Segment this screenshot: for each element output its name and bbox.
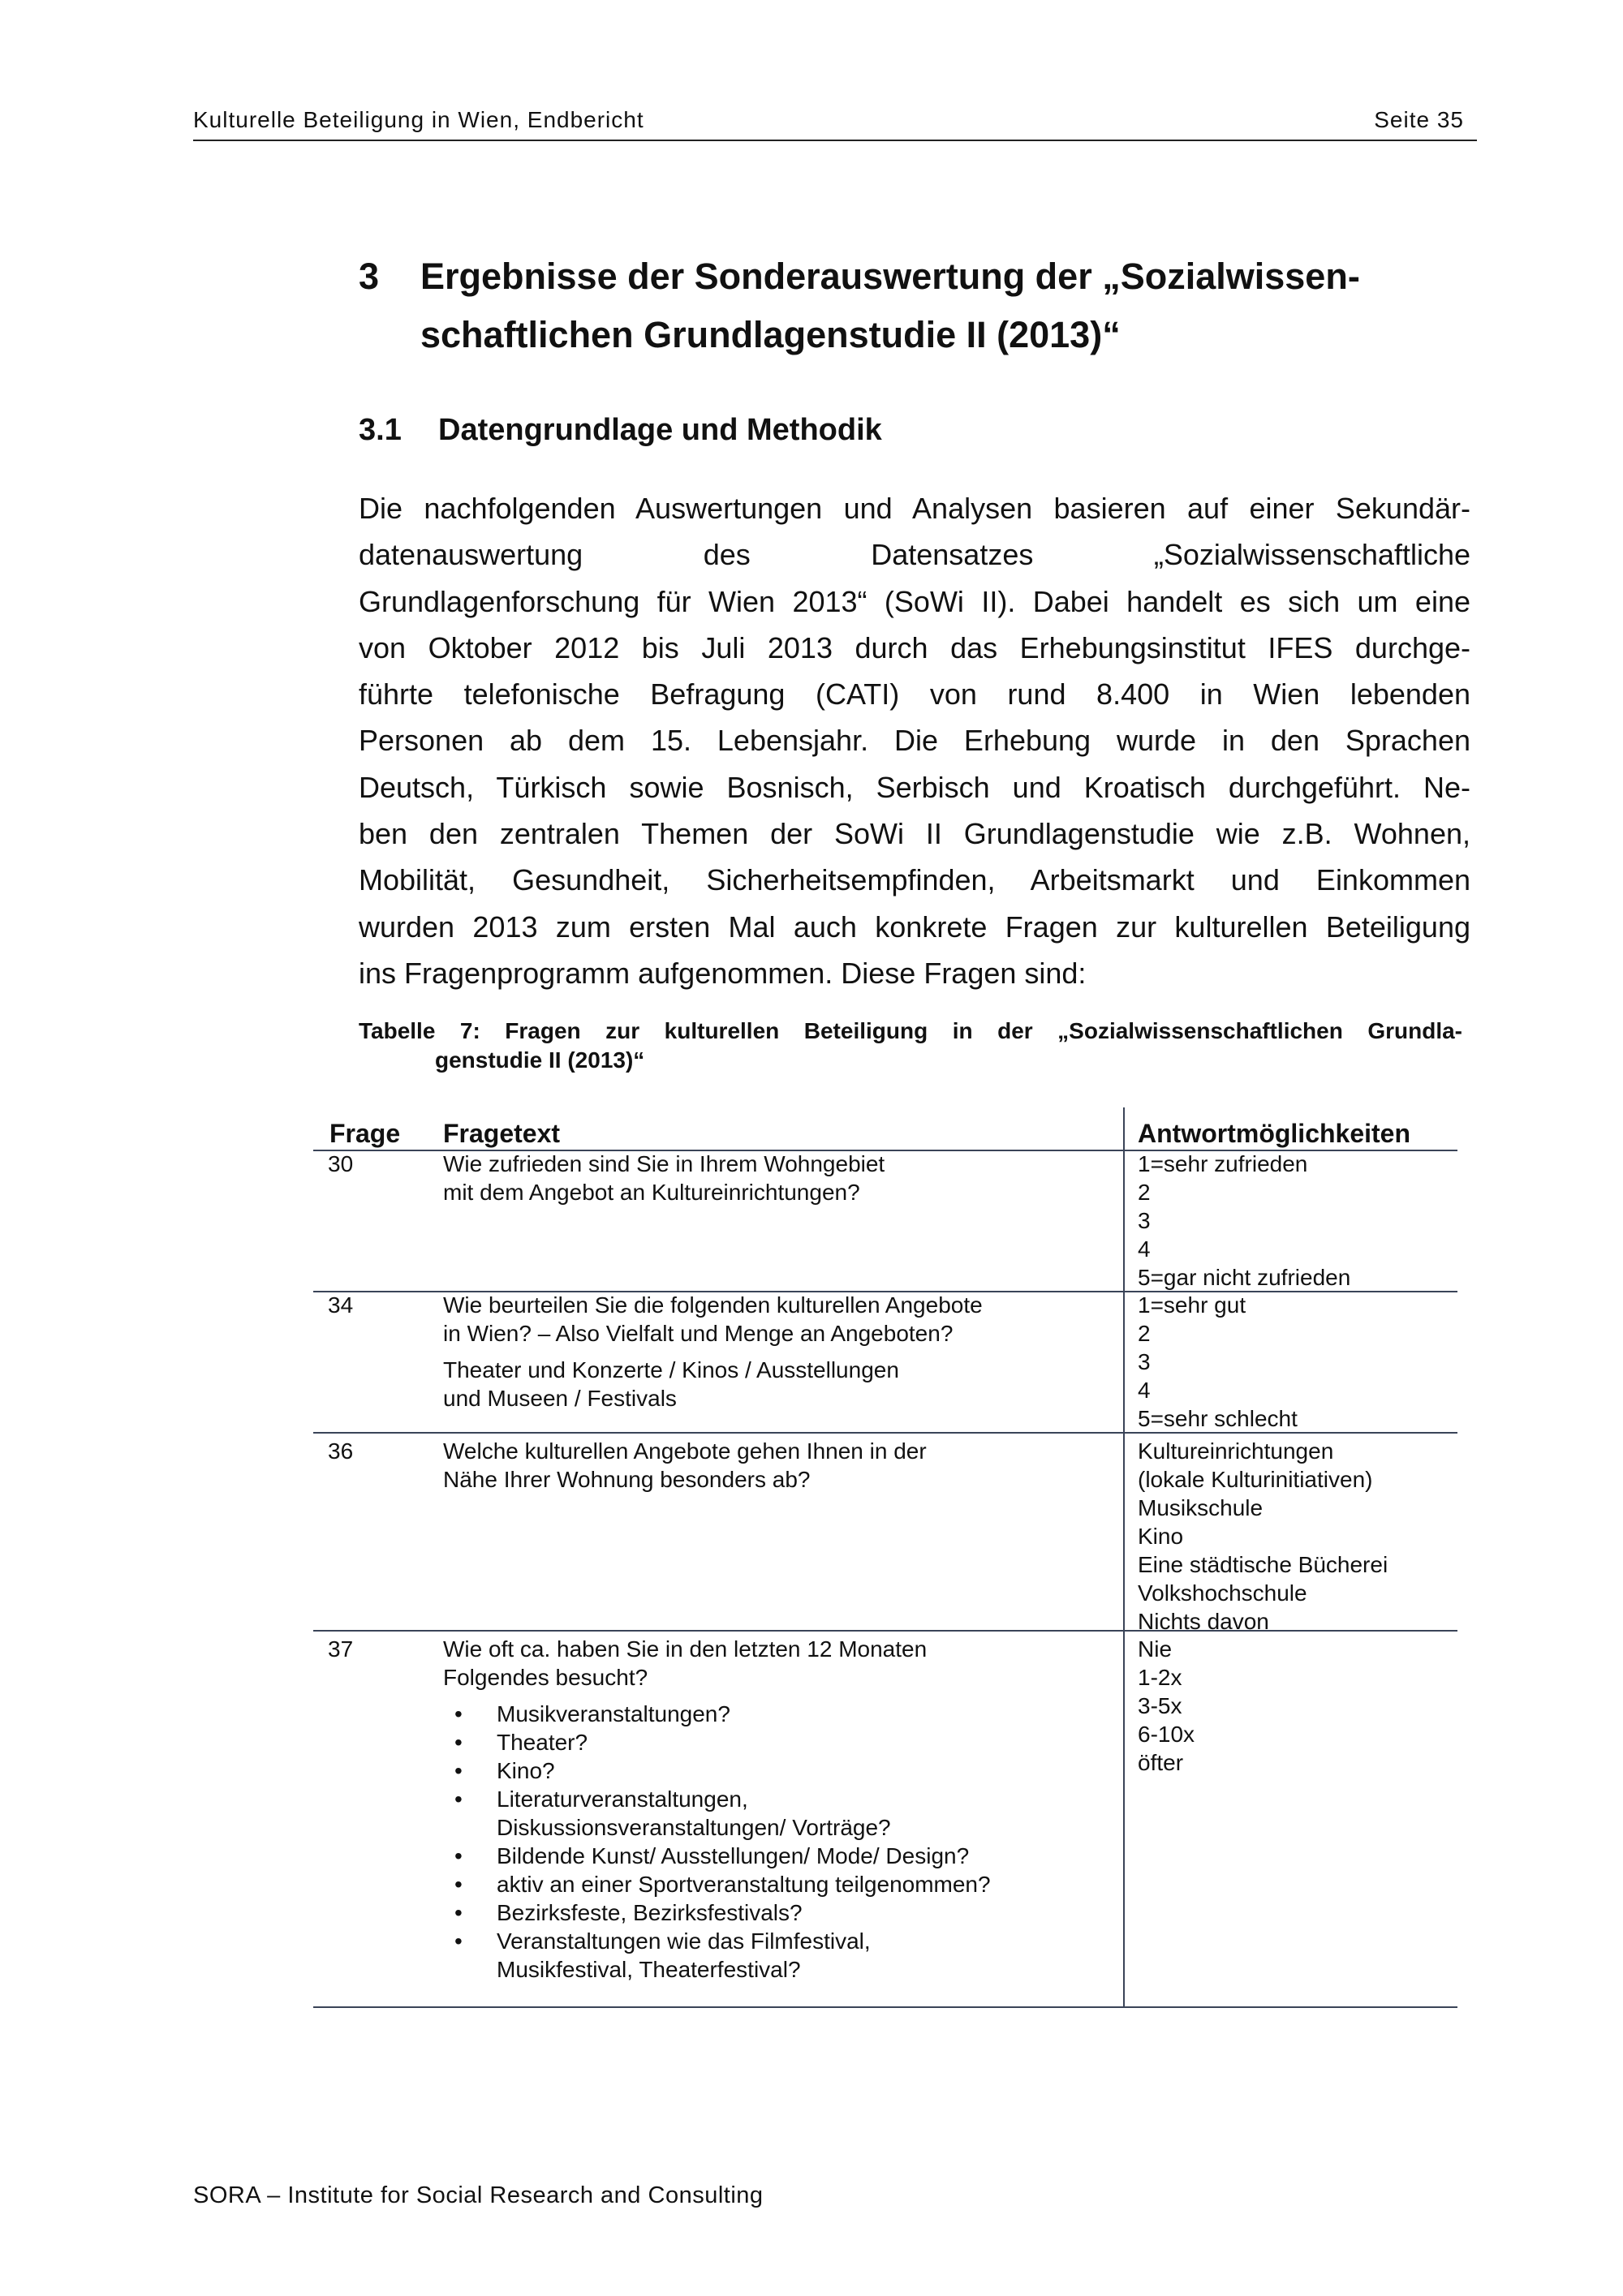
header-title: Kulturelle Beteiligung in Wien, Endbericht [193,107,644,132]
frage-text-line: Welche kulturellen Angebote gehen Ihnen in der [443,1438,927,1464]
paragraph-line: Grundlagenforschung für Wien 2013“ (SoWi II). Dabei handelt es sich um eine [359,584,1470,618]
answer-list [1138,1437,1388,1636]
paragraph-line: Mobilität, Gesundheit, Sicherheitsempfinden, Arbeitsmarkt und Einkommen [359,863,1470,897]
answer-option: Volkshochschule [1138,1580,1307,1606]
frage-text [443,1150,1109,1206]
chapter-title-line: Ergebnisse der Sonderauswertung der „Sozialwissen- [420,256,1360,297]
frage-text-line: Wie zufrieden sind Sie in Ihrem Wohngebiet [443,1151,885,1176]
table-caption [359,1017,1462,1075]
answer-option: Nie [1138,1636,1173,1662]
paragraph-line: Personen ab dem 15. Lebensjahr. Die Erhebung wurde in den Sprachen [359,724,1470,758]
frage-text-line: mit dem Angebot an Kultureinrichtungen? [443,1180,860,1205]
answer-option: 1=sehr zufrieden [1138,1151,1308,1176]
header-antworten: Antwortmöglichkeiten [1138,1119,1411,1148]
paragraph-line: von Oktober 2012 bis Juli 2013 durch das Erhebungsinstitut IFES durchge- [359,630,1470,664]
section-title: Datengrundlage und Methodik [438,413,882,447]
frage-text-line: Wie oft ca. haben Sie in den letzten 12 Monaten [443,1636,928,1662]
questions-table [313,1107,1457,2008]
paragraph-line: führte telefonische Befragung (CATI) von rund 8.400 in Wien lebenden [359,677,1470,712]
list-item: • Theater? [443,1728,1109,1756]
frage-number: 36 [328,1438,354,1464]
frage-text-line: in Wien? – Also Vielfalt und Menge an Angeboten? [443,1321,954,1346]
list-item: • Musikveranstaltungen? [443,1700,1109,1728]
list-item: • aktiv an einer Sportveranstaltung teilgenommen? [443,1870,1109,1898]
column-divider [1123,1107,1125,2008]
frage-text [443,1437,1109,1494]
answer-option: (lokale Kulturinitiativen) [1138,1467,1373,1492]
answer-option: Kultureinrichtungen [1138,1438,1334,1464]
caption-line: genstudie II (2013)“ [435,1047,645,1073]
chapter-title [420,247,1467,364]
answer-option: 1=sehr gut [1138,1292,1246,1318]
page-number: Seite 35 [1374,107,1464,132]
row-divider [313,2006,1457,2008]
frage-text-line: und Museen / Festivals [443,1386,677,1411]
frage-number: 34 [328,1292,354,1318]
answer-option: 6-10x [1138,1722,1195,1747]
page-footer: SORA – Institute for Social Research and Consulting [193,2182,764,2208]
answer-option: Nichts davon [1138,1609,1269,1634]
answer-list [1138,1150,1350,1292]
header-fragetext: Fragetext [443,1119,561,1148]
answer-option: 4 [1138,1378,1151,1403]
list-item: • Bezirksfeste, Bezirksfestivals? [443,1898,1109,1927]
frage-text-line: Nähe Ihrer Wohnung besonders ab? [443,1467,811,1492]
answer-option: 3 [1138,1208,1151,1233]
answer-option: 3 [1138,1349,1151,1374]
answer-option: 2 [1138,1321,1151,1346]
answer-list [1138,1635,1195,1777]
paragraph-line: Die nachfolgenden Auswertungen und Analysen basieren auf einer Sekundär- [359,492,1470,525]
frage-text-line: Wie beurteilen Sie die folgenden kulturellen Angebote [443,1292,983,1318]
list-item: • Veranstaltungen wie das Filmfestival, Musikfestival, Theaterfestival? [443,1927,951,1984]
frage-text [443,1635,1109,1984]
frage-text [443,1291,1109,1412]
answer-option: 4 [1138,1236,1151,1262]
paragraph-line: ins Fragenprogramm aufgenommen. Diese Fragen sind: [359,956,1087,990]
answer-option: 2 [1138,1180,1151,1205]
body-paragraph [359,485,1470,996]
list-item: • Literaturveranstaltungen, Diskussionsveranstaltungen/ Vorträge? [443,1785,951,1842]
answer-option: öfter [1138,1750,1184,1775]
frage-text-line: Folgendes besucht? [443,1665,648,1690]
answer-option: Kino [1138,1524,1184,1549]
answer-option: 5=sehr schlecht [1138,1406,1298,1431]
activity-list [443,1700,1109,1984]
answer-option: Eine städtische Bücherei [1138,1552,1388,1577]
chapter-title-line: schaftlichen Grundlagenstudie II (2013)“ [420,314,1121,355]
paragraph-line: Deutsch, Türkisch sowie Bosnisch, Serbisch und Kroatisch durchgeführt. Ne- [359,770,1470,804]
running-header [193,104,1477,141]
answer-option: 5=gar nicht zufrieden [1138,1265,1351,1290]
answer-option: 3-5x [1138,1693,1182,1718]
frage-number: 30 [328,1151,354,1176]
frage-number: 37 [328,1636,354,1662]
paragraph-line: ben den zentralen Themen der SoWi II Grundlagenstudie wie z.B. Wohnen, [359,817,1470,851]
list-item: • Bildende Kunst/ Ausstellungen/ Mode/ Design? [443,1842,1109,1870]
answer-list [1138,1291,1298,1433]
chapter-number: 3 [359,256,380,297]
list-item: • Kino? [443,1756,1109,1785]
paragraph-line: wurden 2013 zum ersten Mal auch konkrete Fragen zur kulturellen Beteiligung [359,909,1470,944]
paragraph-line: datenauswertung des Datensatzes „Sozialwissenschaftliche [359,538,1470,572]
header-frage: Frage [329,1119,401,1148]
answer-option: 1-2x [1138,1665,1182,1690]
frage-text-line: Theater und Konzerte / Kinos / Ausstellungen [443,1357,899,1382]
caption-line: Tabelle 7: Fragen zur kulturellen Beteiligung in der „Sozialwissenschaftlichen Grundla- [359,1018,1462,1043]
section-number: 3.1 [359,413,402,447]
answer-option: Musikschule [1138,1495,1264,1520]
